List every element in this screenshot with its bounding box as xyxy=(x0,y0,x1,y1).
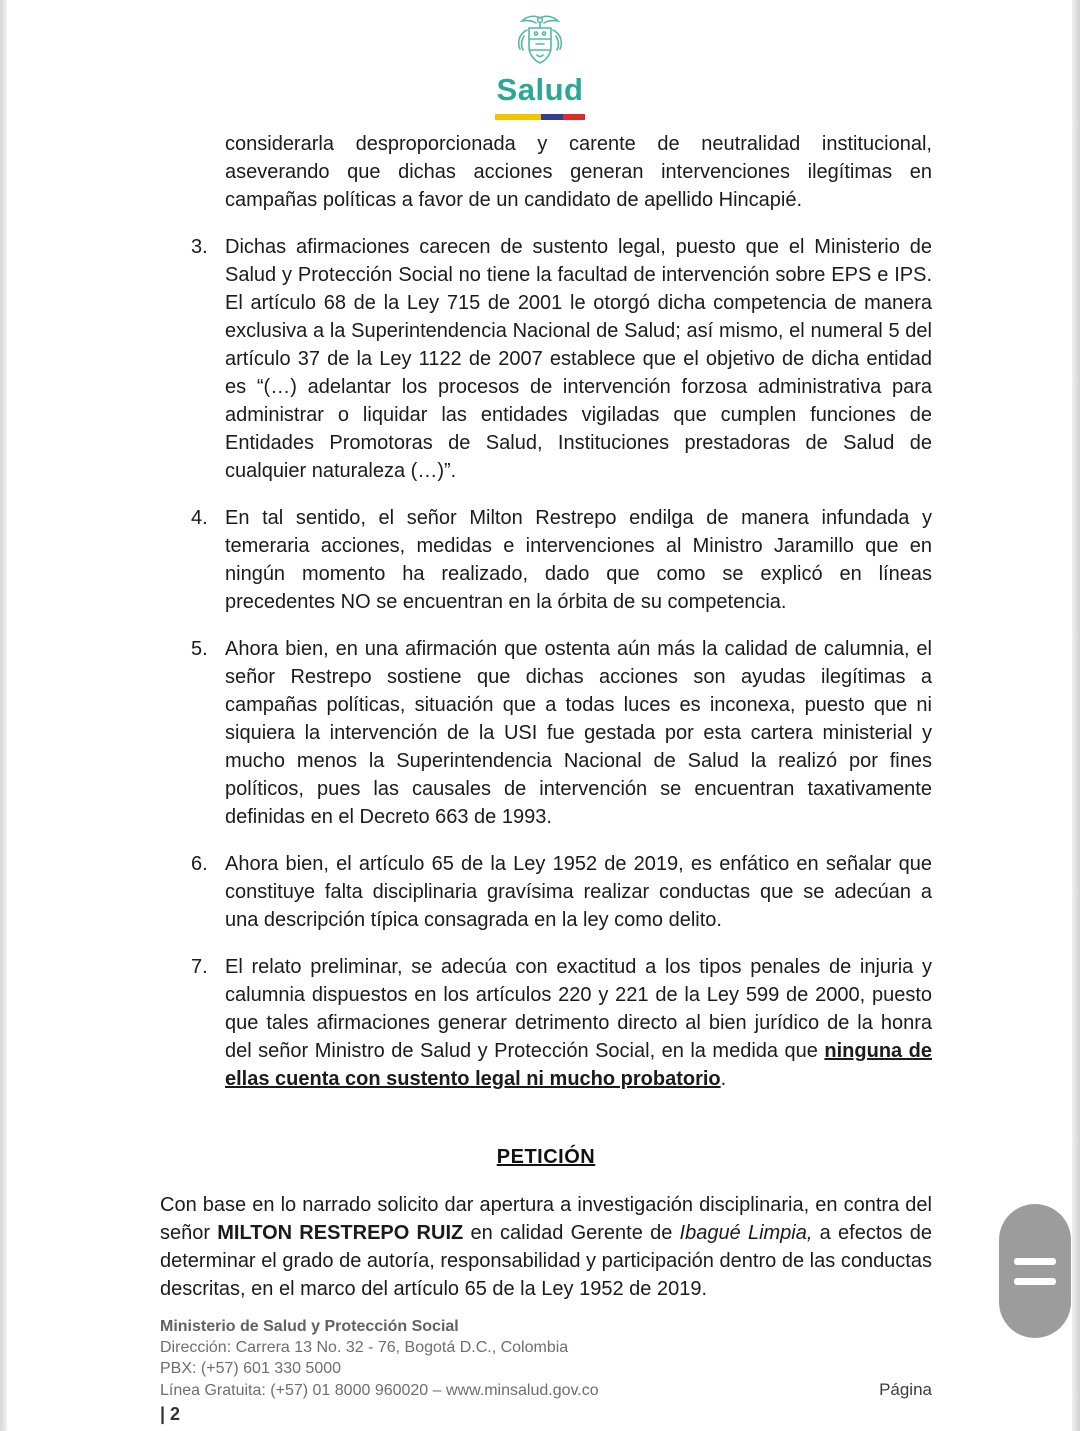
document-footer xyxy=(160,1316,932,1425)
footer-address: Dirección: Carrera 13 No. 32 - 76, Bogotá D.C., Colombia xyxy=(160,1339,569,1356)
paragraph-continuation: considerarla desproporcionada y carente de neutralidad institucional, aseverando que dichas acciones generan intervenciones ilegítimas en campañas políticas a favor de un candidato de apellido Hincapié. xyxy=(225,133,932,211)
list-item-5 xyxy=(160,635,932,831)
list-item-6 xyxy=(160,850,932,934)
page-edge-right xyxy=(1072,0,1080,1431)
text-run: en calidad Gerente de xyxy=(463,1222,680,1244)
list-number: 3. xyxy=(191,236,208,258)
list-item-text: Ahora bien, en una afirmación que ostenta aún más la calidad de calumnia, el señor Restrepo sostiene que dichas acciones son ayudas ilegítimas a campañas políticas, situación que a todas luces es inconexa, puesto que ni siquiera la intervención de la USI fue gestada por esta cartera ministerial y mucho menos la Superintendencia Nacional de Salud la realizó por fines políticos, pues las causales de intervención se encuentran taxativamente definidas en el Decreto 663 de 1993. xyxy=(225,638,932,828)
footer-hotline: Línea Gratuita: (+57) 01 8000 960020 – www.minsalud.gov.co xyxy=(160,1382,599,1399)
footer-pbx: PBX: (+57) 601 330 5000 xyxy=(160,1360,342,1377)
flag-red-segment xyxy=(563,114,585,120)
petition-heading: PETICIÓN xyxy=(496,1146,596,1168)
colombia-coat-of-arms-icon xyxy=(507,14,573,72)
page-number: | 2 xyxy=(160,1404,181,1424)
page-edge-left xyxy=(0,0,7,1431)
text-run: . xyxy=(720,1068,727,1090)
scroll-handle[interactable] xyxy=(999,1204,1071,1338)
document-body xyxy=(160,130,932,1303)
page-label: Página xyxy=(879,1380,932,1399)
person-name-bold: MILTON RESTREPO RUIZ xyxy=(217,1222,464,1244)
list-number: 5. xyxy=(191,638,208,660)
logo-brand-text: Salud xyxy=(496,72,584,107)
flag-yellow-segment xyxy=(495,114,541,120)
text-run: Con base en lo narrado solicito dar apertura a investigación disciplinaria, en contra del señor xyxy=(160,1194,932,1244)
footer-org-name: Ministerio de Salud y Protección Social xyxy=(160,1318,459,1335)
grip-line-icon xyxy=(1014,1258,1056,1265)
list-number: 6. xyxy=(191,853,208,875)
text-run: a efectos de determinar el grado de autoría, responsabilidad y participación dentro de las conductas descritas, en el marco del artículo 65 de la Ley 1952 de 2019. xyxy=(160,1222,932,1300)
list-item-3 xyxy=(160,233,932,485)
list-item-4 xyxy=(160,504,932,616)
company-name-italic: Ibagué Limpia, xyxy=(679,1222,813,1244)
list-item-7 xyxy=(160,953,932,1093)
list-number: 4. xyxy=(191,507,208,529)
list-number: 7. xyxy=(191,956,208,978)
list-item-text xyxy=(225,953,932,1093)
text-run: El relato preliminar, se adecúa con exactitud a los tipos penales de injuria y calumnia dispuestos en los artículos 220 y 221 de la Ley 599 de 2000, puesto que tales afirmaciones generar detrimento directo al bien jurídico de la honra del señor Ministro de Salud y Protección Social, en la medida que xyxy=(225,956,932,1062)
petition-paragraph xyxy=(160,1191,932,1303)
list-item-text: Ahora bien, el artículo 65 de la Ley 1952 de 2019, es enfático en señalar que constituye falta disciplinaria gravísima realizar conductas que se adecúan a una descripción típica consagrada en la ley como delito. xyxy=(225,853,932,931)
list-item-text: En tal sentido, el señor Milton Restrepo endilga de manera infundada y temeraria acciones, medidas e intervenciones al Ministro Jaramillo que en ningún momento ha realizado, dado que como se explicó en líneas precedentes NO se encuentran en la órbita de su competencia. xyxy=(225,507,932,613)
emphasized-text-run: ninguna de ellas cuenta con sustento legal ni mucho probatorio xyxy=(225,1040,932,1090)
grip-line-icon xyxy=(1014,1278,1056,1285)
flag-blue-segment xyxy=(541,114,563,120)
ministry-logo xyxy=(0,0,1080,120)
colombia-flag-bar xyxy=(495,114,585,120)
footer-bottom-row xyxy=(160,1379,932,1401)
list-item-text: Dichas afirmaciones carecen de sustento legal, puesto que el Ministerio de Salud y Protección Social no tiene la facultad de intervención sobre EPS e IPS. El artículo 68 de la Ley 715 de 2001 le otorgó dicha competencia de manera exclusiva a la Superintendencia Nacional de Salud; así mismo, el numeral 5 del artículo 37 de la Ley 1122 de 2007 establece que el objetivo de dicha entidad es “(…) adelantar los procesos de intervención forzosa administrativa para administrar o liquidar las entidades vigiladas que cumplen funciones de Entidades Promotoras de Salud, Instituciones prestadoras de Salud de cualquier naturaleza (…)”. xyxy=(225,236,932,482)
